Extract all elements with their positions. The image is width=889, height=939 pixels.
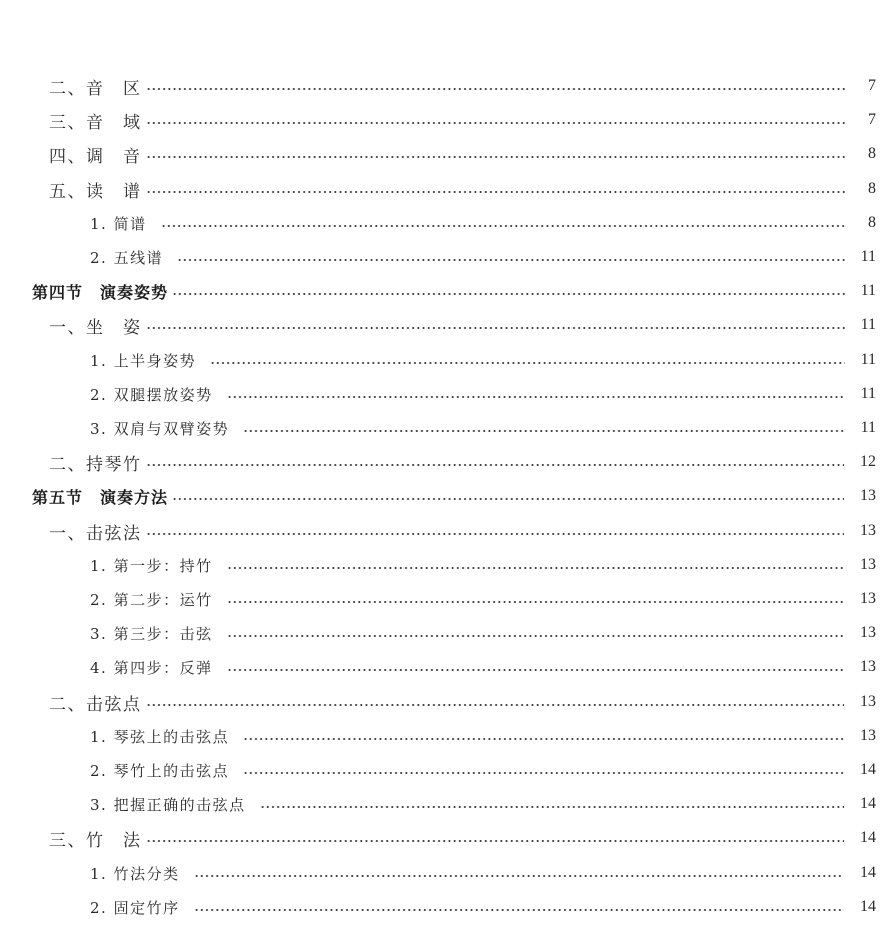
dot-leader (177, 259, 845, 261)
toc-page-number: 14 (860, 829, 876, 846)
dot-leader (227, 669, 844, 671)
toc-page-number: 8 (868, 145, 876, 162)
toc-entry-label: 1. 简谱 (90, 214, 147, 233)
toc-entry-label: 4. 第四步：反弹 (90, 658, 213, 677)
toc-entry[interactable] (90, 892, 876, 922)
toc-entry[interactable] (90, 584, 876, 614)
dot-leader (172, 498, 844, 500)
toc-entry-label: 1. 竹法分类 (90, 864, 180, 883)
dot-leader (227, 635, 844, 637)
toc-page-number: 13 (860, 487, 876, 504)
toc-section-heading[interactable] (32, 481, 876, 511)
toc-page-number: 13 (860, 556, 876, 573)
toc-entry[interactable] (49, 447, 876, 477)
toc-page-number: 12 (860, 453, 876, 470)
toc-page-number: 13 (860, 693, 876, 710)
toc-entry-label: 第四节 演奏姿势 (32, 282, 169, 302)
dot-leader (227, 567, 844, 569)
toc-entry[interactable] (49, 174, 876, 204)
toc-entry-label: 1. 上半身姿势 (90, 351, 197, 370)
dot-leader (260, 806, 844, 808)
dot-leader (210, 362, 845, 364)
toc-entry-label: 3. 第三步：击弦 (90, 624, 213, 643)
toc-page-number: 8 (868, 180, 876, 197)
dot-leader (194, 909, 844, 911)
toc-entry-label: 三、竹 法 (49, 830, 142, 851)
dot-leader (146, 88, 847, 90)
dot-leader (243, 430, 845, 432)
toc-entry[interactable] (90, 721, 876, 751)
toc-entry[interactable] (90, 652, 876, 682)
dot-leader (227, 601, 844, 603)
toc-entry-label: 1. 琴弦上的击弦点 (90, 727, 230, 746)
dot-leader (146, 122, 847, 124)
toc-section-heading[interactable] (32, 276, 876, 306)
toc-entry[interactable] (49, 310, 876, 340)
toc-entry-label: 1. 第一步：持竹 (90, 556, 213, 575)
toc-entry[interactable] (90, 789, 876, 819)
dot-leader (194, 875, 844, 877)
toc-page-number: 13 (860, 522, 876, 539)
dot-leader (172, 293, 845, 295)
toc-entry[interactable] (49, 516, 876, 546)
dot-leader (243, 772, 844, 774)
toc-page-number: 14 (860, 898, 876, 915)
toc-entry[interactable] (49, 823, 876, 853)
toc-entry[interactable] (49, 71, 876, 101)
toc-entry[interactable] (90, 413, 876, 443)
toc-page-number: 8 (868, 214, 876, 231)
toc-entry-label: 2. 五线谱 (90, 248, 164, 267)
toc-entry[interactable] (49, 139, 876, 169)
toc-entry-label: 五、读 谱 (49, 181, 142, 202)
toc-entry[interactable] (90, 550, 876, 580)
toc-page-number: 14 (860, 864, 876, 881)
toc-entry[interactable] (90, 858, 876, 888)
dot-leader (243, 738, 844, 740)
toc-entry-label: 2. 琴竹上的击弦点 (90, 761, 230, 780)
toc-entry[interactable] (90, 618, 876, 648)
toc-entry-label: 3. 把握正确的击弦点 (90, 795, 246, 814)
toc-entry[interactable] (90, 242, 876, 272)
toc-entry-label: 四、调 音 (49, 146, 142, 167)
dot-leader (146, 327, 845, 329)
dot-leader (146, 156, 847, 158)
toc-page-number: 11 (860, 351, 876, 368)
toc-entry[interactable] (90, 345, 876, 375)
toc-page-number: 13 (860, 658, 876, 675)
toc-entry[interactable] (49, 105, 876, 135)
toc-entry[interactable] (90, 208, 876, 238)
toc-page-number: 13 (860, 727, 876, 744)
toc-entry-label: 二、持琴竹 (49, 454, 142, 475)
toc-entry[interactable] (90, 755, 876, 785)
dot-leader (146, 464, 845, 466)
toc-entry-label: 2. 固定竹序 (90, 898, 180, 917)
toc-entry-label: 2. 第二步：运竹 (90, 590, 213, 609)
toc-page-number: 13 (860, 624, 876, 641)
toc-page-number: 7 (868, 111, 876, 128)
toc-entry-label: 一、击弦法 (49, 523, 142, 544)
toc-page-number: 11 (860, 316, 876, 333)
toc-page-number: 11 (860, 248, 876, 265)
dot-leader (161, 225, 846, 227)
toc-entry-label: 二、音 区 (49, 78, 142, 99)
toc-entry-label: 3. 双肩与双臂姿势 (90, 419, 230, 438)
dot-leader (146, 704, 845, 706)
toc-page-number: 14 (860, 761, 876, 778)
toc-entry-label: 二、击弦点 (49, 694, 142, 715)
toc-page-number: 7 (868, 77, 876, 94)
toc-entry[interactable] (49, 687, 876, 717)
dot-leader (227, 396, 845, 398)
toc-entry-label: 一、坐 姿 (49, 317, 142, 338)
toc-page-number: 13 (860, 590, 876, 607)
toc-page-number: 11 (860, 419, 876, 436)
toc-page-number: 14 (860, 795, 876, 812)
toc-page-number: 11 (860, 282, 876, 299)
toc-entry-label: 三、音 域 (49, 112, 142, 133)
dot-leader (146, 191, 847, 193)
toc-entry-label: 第五节 演奏方法 (32, 487, 169, 507)
dot-leader (146, 533, 845, 535)
toc-page-number: 11 (860, 385, 876, 402)
toc-entry-label: 2. 双腿摆放姿势 (90, 385, 213, 404)
dot-leader (146, 840, 845, 842)
toc-entry[interactable] (90, 379, 876, 409)
